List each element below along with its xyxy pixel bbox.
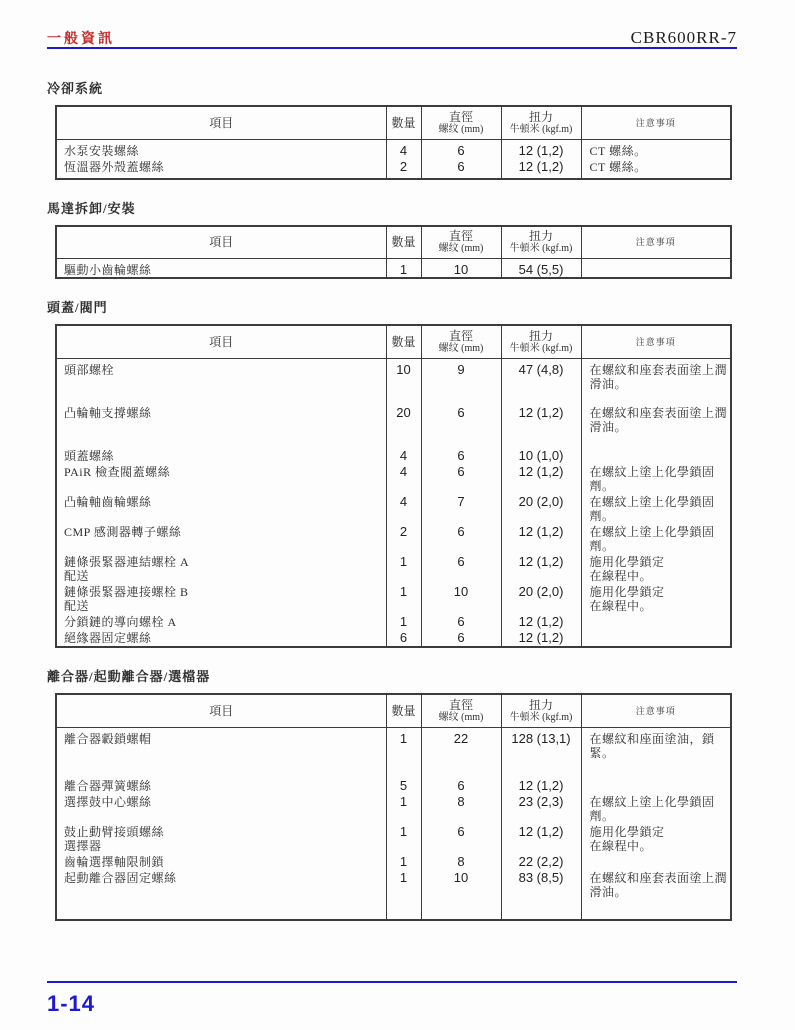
- table-row: [56, 259, 731, 279]
- torque-cell: 12 (1,2): [501, 823, 581, 853]
- diameter-unit-label: 螺纹 (mm): [438, 342, 484, 354]
- table-row: [56, 404, 731, 447]
- table-row: [56, 727, 731, 777]
- torque-cell: 12 (1,2): [501, 463, 581, 493]
- qty-cell: 4: [386, 493, 421, 523]
- cell-text-line: CT 螺絲。: [589, 143, 647, 158]
- diameter-cell: 6: [421, 447, 501, 463]
- qty-cell: 4: [386, 139, 421, 158]
- item-cell: [56, 629, 386, 647]
- cell-text-line: 施用化學鎖定: [589, 555, 665, 569]
- table-row: [56, 463, 731, 493]
- torque-cell: 12 (1,2): [501, 629, 581, 647]
- torque-cell: 12 (1,2): [501, 777, 581, 793]
- qty-cell: 20: [386, 404, 421, 447]
- notes-cell: [581, 158, 731, 179]
- cell-text-line: 施用化學鎖定: [589, 585, 665, 599]
- spec-section: [47, 666, 737, 921]
- item-cell: [56, 613, 386, 629]
- cell-text-line: 選擇器: [64, 839, 102, 853]
- header-rule: [47, 47, 737, 49]
- diameter-cell: 10: [421, 259, 501, 279]
- notes-cell: [581, 823, 731, 853]
- table-row: [56, 853, 731, 869]
- cell-text-line: 鏈條張緊器連接螺栓 B: [64, 585, 189, 599]
- spec-table: [55, 225, 732, 280]
- cell-text-line: 離合器彈簧螺絲: [64, 779, 152, 793]
- diameter-cell: 6: [421, 777, 501, 793]
- notes-cell: [581, 463, 731, 493]
- qty-cell: 10: [386, 358, 421, 404]
- col-header-item: 項目: [56, 694, 386, 727]
- col-header-torque: [501, 226, 581, 259]
- qty-cell: 1: [386, 727, 421, 777]
- item-cell: [56, 727, 386, 777]
- cell-text-line: 在螺紋和座套表面塗上潤滑油。: [589, 871, 728, 899]
- spec-table: [55, 105, 732, 180]
- chapter-title: 一般資訊: [47, 32, 115, 47]
- section-title: 離合器/起動離合器/選檔器: [47, 669, 211, 684]
- item-cell: [56, 493, 386, 523]
- cell-text-line: 驅動小齒輪螺絲: [64, 263, 152, 277]
- diameter-cell: 10: [421, 869, 501, 920]
- section-title: 冷卻系統: [47, 81, 104, 96]
- cell-text-line: 離合器轂鎖螺帽: [64, 731, 152, 746]
- cell-text-line: CT 螺絲。: [589, 159, 647, 174]
- torque-cell: 12 (1,2): [501, 139, 581, 158]
- diameter-cell: 10: [421, 583, 501, 613]
- section-title: 頭蓋/閥門: [47, 300, 108, 315]
- torque-cell: 12 (1,2): [501, 404, 581, 447]
- qty-cell: 5: [386, 777, 421, 793]
- qty-cell: 2: [386, 158, 421, 179]
- table-row: [56, 869, 731, 920]
- torque-cell: 83 (8,5): [501, 869, 581, 920]
- table-header-row: [56, 106, 731, 139]
- torque-cell: 22 (2,2): [501, 853, 581, 869]
- diameter-cell: 6: [421, 613, 501, 629]
- model-code: CBR600RR-7: [630, 28, 737, 47]
- spec-section: [47, 78, 737, 180]
- torque-cell: 47 (4,8): [501, 358, 581, 404]
- qty-cell: 1: [386, 793, 421, 823]
- torque-spec-sections: [47, 60, 737, 921]
- table-row: [56, 139, 731, 158]
- section-title: 馬達拆卸/安裝: [47, 200, 136, 216]
- cell-text-line: 在螺紋上塗上化學鎖固劑。: [589, 465, 715, 493]
- diameter-unit-label: 螺纹 (mm): [438, 123, 484, 135]
- col-header-qty: 數量: [386, 106, 421, 139]
- item-cell: [56, 823, 386, 853]
- cell-text-line: 在螺紋和座面塗油，鎖緊。: [589, 731, 715, 760]
- notes-cell: [581, 869, 731, 920]
- notes-cell: [581, 139, 731, 158]
- col-header-diameter: [421, 226, 501, 259]
- diameter-cell: 6: [421, 139, 501, 158]
- table-row: [56, 793, 731, 823]
- cell-text-line: CMP 感測器轉子螺絲: [64, 525, 182, 539]
- item-cell: [56, 139, 386, 158]
- notes-cell: [581, 629, 731, 647]
- torque-cell: 20 (2,0): [501, 583, 581, 613]
- item-cell: [56, 777, 386, 793]
- cell-text-line: PAiR 檢查閥蓋螺絲: [64, 465, 171, 479]
- page-number: 1-14: [47, 991, 96, 1016]
- table-header-row: [56, 694, 731, 727]
- cell-text-line: 起動離合器固定螺絲: [64, 871, 177, 885]
- item-cell: [56, 158, 386, 179]
- col-header-diameter: [421, 325, 501, 358]
- table-row: [56, 613, 731, 629]
- cell-text-line: 配送: [64, 599, 90, 613]
- notes-cell: [581, 793, 731, 823]
- qty-cell: 4: [386, 447, 421, 463]
- cell-text-line: 頭蓋螺絲: [64, 449, 115, 463]
- qty-cell: 1: [386, 823, 421, 853]
- spec-section: [47, 297, 737, 648]
- item-cell: [56, 853, 386, 869]
- col-header-qty: 數量: [386, 226, 421, 259]
- diameter-label: 直徑: [448, 109, 473, 124]
- table-row: [56, 523, 731, 553]
- col-header-notes: 注意事項: [581, 106, 731, 139]
- notes-cell: [581, 613, 731, 629]
- item-cell: [56, 523, 386, 553]
- item-cell: [56, 447, 386, 463]
- cell-text-line: 選擇鼓中心螺絲: [64, 795, 152, 809]
- qty-cell: 4: [386, 463, 421, 493]
- qty-cell: 1: [386, 583, 421, 613]
- cell-text-line: 在螺紋上塗上化學鎖固劑。: [589, 495, 715, 523]
- torque-cell: 128 (13,1): [501, 727, 581, 777]
- diameter-cell: 7: [421, 493, 501, 523]
- cell-text-line: 水泵安裝螺絲: [64, 143, 140, 158]
- torque-cell: 20 (2,0): [501, 493, 581, 523]
- col-header-notes: 注意事項: [581, 325, 731, 358]
- cell-text-line: 凸輪軸齒輪螺絲: [64, 495, 152, 509]
- table-row: [56, 358, 731, 404]
- cell-text-line: 頭部螺栓: [64, 362, 115, 377]
- cell-text-line: 恆溫器外殼蓋螺絲: [64, 159, 165, 174]
- diameter-cell: 6: [421, 629, 501, 647]
- notes-cell: [581, 583, 731, 613]
- col-header-item: 項目: [56, 106, 386, 139]
- cell-text-line: 凸輪軸支撐螺絲: [64, 406, 152, 420]
- cell-text-line: 分鎖鏈的導向螺栓 A: [64, 615, 177, 629]
- cell-text-line: 鼓止動臂接頭螺絲: [64, 825, 165, 839]
- torque-unit-label: 牛頓米 (kgf.m): [509, 243, 573, 255]
- col-header-torque: [501, 694, 581, 727]
- notes-cell: [581, 727, 731, 777]
- table-row: [56, 777, 731, 793]
- cell-text-line: 在螺紋上塗上化學鎖固劑。: [589, 525, 715, 553]
- torque-label: 扭力: [528, 109, 553, 124]
- item-cell: [56, 358, 386, 404]
- cell-text-line: 在線程中。: [589, 569, 653, 583]
- item-cell: [56, 869, 386, 920]
- torque-cell: 23 (2,3): [501, 793, 581, 823]
- torque-label: 扭力: [528, 328, 553, 343]
- notes-cell: [581, 493, 731, 523]
- notes-cell: [581, 523, 731, 553]
- diameter-unit-label: 螺纹 (mm): [438, 243, 484, 255]
- torque-cell: 12 (1,2): [501, 613, 581, 629]
- cell-text-line: 齒輪選擇軸限制鎖: [64, 855, 165, 869]
- notes-cell: [581, 358, 731, 404]
- qty-cell: 1: [386, 869, 421, 920]
- qty-cell: 1: [386, 553, 421, 583]
- diameter-cell: 8: [421, 793, 501, 823]
- table-row: [56, 583, 731, 613]
- qty-cell: 1: [386, 259, 421, 279]
- item-cell: [56, 553, 386, 583]
- col-header-notes: 注意事項: [581, 694, 731, 727]
- table-row: [56, 823, 731, 853]
- cell-text-line: 在螺紋上塗上化學鎖固劑。: [589, 795, 715, 823]
- spec-section: [47, 198, 737, 280]
- item-cell: [56, 404, 386, 447]
- footer-rule: [47, 981, 737, 983]
- torque-cell: 12 (1,2): [501, 523, 581, 553]
- notes-cell: [581, 853, 731, 869]
- col-header-qty: 數量: [386, 694, 421, 727]
- diameter-cell: 6: [421, 553, 501, 583]
- qty-cell: 6: [386, 629, 421, 647]
- diameter-cell: 6: [421, 523, 501, 553]
- diameter-cell: 6: [421, 823, 501, 853]
- col-header-diameter: [421, 106, 501, 139]
- table-row: [56, 629, 731, 647]
- col-header-torque: [501, 106, 581, 139]
- col-header-item: 項目: [56, 325, 386, 358]
- col-header-torque: [501, 325, 581, 358]
- table-row: [56, 493, 731, 523]
- notes-cell: [581, 259, 731, 279]
- torque-cell: 12 (1,2): [501, 158, 581, 179]
- cell-text-line: 在線程中。: [589, 599, 653, 613]
- table-row: [56, 158, 731, 179]
- table-header-row: [56, 226, 731, 259]
- qty-cell: 2: [386, 523, 421, 553]
- table-header-row: [56, 325, 731, 358]
- diameter-cell: 6: [421, 158, 501, 179]
- torque-label: 扭力: [528, 229, 553, 244]
- torque-unit-label: 牛頓米 (kgf.m): [509, 342, 573, 354]
- notes-cell: [581, 553, 731, 583]
- item-cell: [56, 259, 386, 279]
- diameter-cell: 8: [421, 853, 501, 869]
- table-row: [56, 447, 731, 463]
- torque-cell: 12 (1,2): [501, 553, 581, 583]
- qty-cell: 1: [386, 853, 421, 869]
- col-header-qty: 數量: [386, 325, 421, 358]
- spec-table: [55, 693, 732, 921]
- diameter-cell: 22: [421, 727, 501, 777]
- col-header-notes: 注意事項: [581, 226, 731, 259]
- cell-text-line: 絕緣器固定螺絲: [64, 631, 152, 645]
- torque-unit-label: 牛頓米 (kgf.m): [509, 123, 573, 135]
- cell-text-line: 施用化學鎖定: [589, 825, 665, 839]
- spec-table: [55, 324, 732, 648]
- diameter-label: 直徑: [448, 328, 473, 343]
- item-cell: [56, 463, 386, 493]
- torque-unit-label: 牛頓米 (kgf.m): [509, 711, 573, 723]
- diameter-label: 直徑: [448, 697, 473, 712]
- diameter-label: 直徑: [448, 229, 473, 244]
- notes-cell: [581, 777, 731, 793]
- torque-cell: 10 (1,0): [501, 447, 581, 463]
- cell-text-line: 配送: [64, 569, 90, 583]
- col-header-diameter: [421, 694, 501, 727]
- col-header-item: 項目: [56, 226, 386, 259]
- torque-cell: 54 (5,5): [501, 259, 581, 279]
- qty-cell: 1: [386, 613, 421, 629]
- notes-cell: [581, 447, 731, 463]
- table-row: [56, 553, 731, 583]
- cell-text-line: 在螺紋和座套表面塗上潤滑油。: [589, 362, 728, 391]
- diameter-cell: 6: [421, 404, 501, 447]
- cell-text-line: 在螺紋和座套表面塗上潤滑油。: [589, 406, 728, 434]
- page-header: [47, 28, 737, 48]
- item-cell: [56, 793, 386, 823]
- cell-text-line: 鏈條張緊器連結螺栓 A: [64, 555, 190, 569]
- torque-label: 扭力: [528, 697, 553, 712]
- notes-cell: [581, 404, 731, 447]
- diameter-cell: 9: [421, 358, 501, 404]
- cell-text-line: 在線程中。: [589, 839, 653, 853]
- item-cell: [56, 583, 386, 613]
- diameter-unit-label: 螺纹 (mm): [438, 711, 484, 723]
- diameter-cell: 6: [421, 463, 501, 493]
